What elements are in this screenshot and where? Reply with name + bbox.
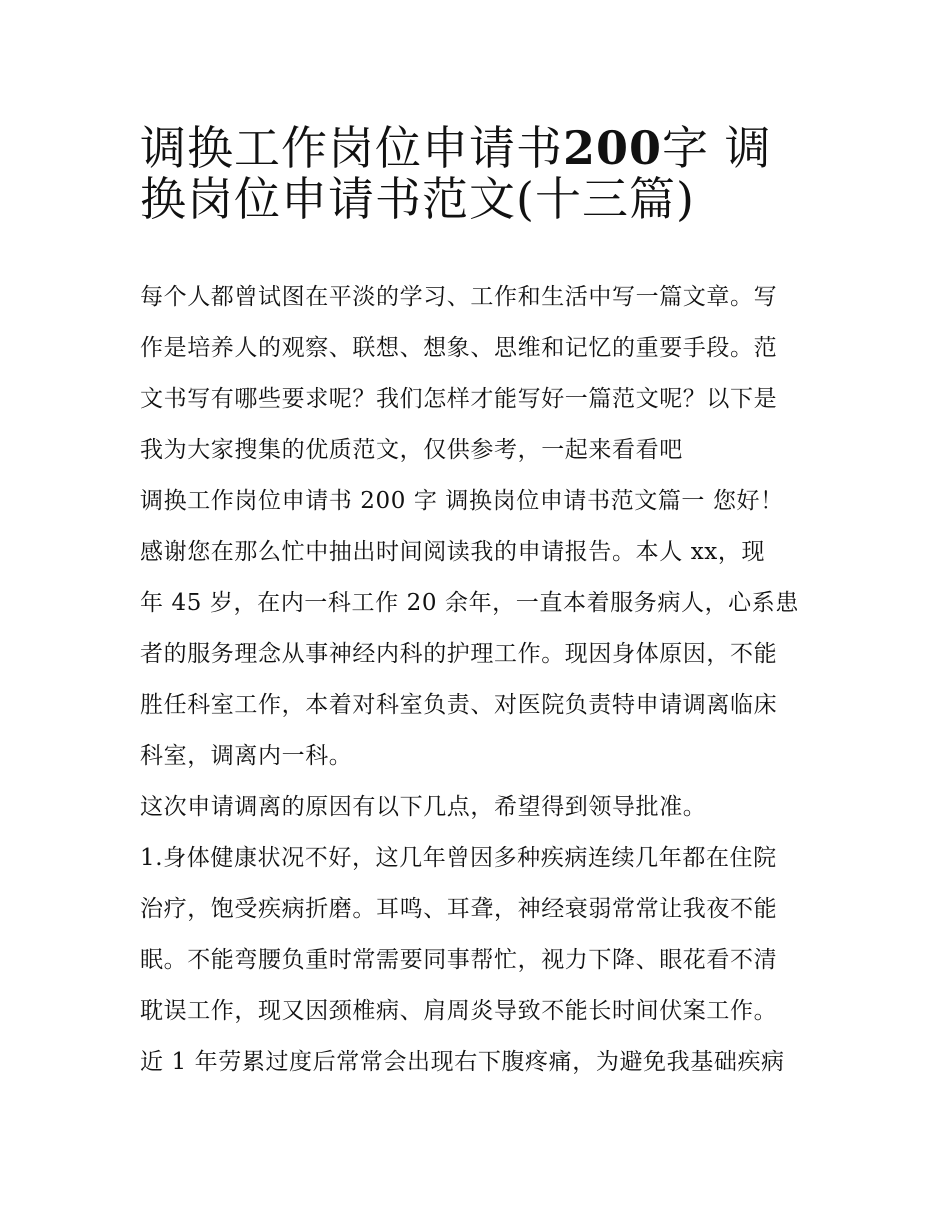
body-line: 治疗，饱受疾病折磨。耳鸣、耳聋，神经衰弱常常让我夜不能: [140, 896, 778, 922]
body-line: 每个人都曾试图在平淡的学习、工作和生活中写一篇文章。写: [140, 284, 778, 310]
body-line: 年 45 岁，在内一科工作 20 余年，一直本着服务病人，心系患: [140, 590, 799, 616]
body-line: 作是培养人的观察、联想、想象、思维和记忆的重要手段。范: [140, 335, 778, 361]
document-body: [140, 272, 820, 1088]
body-line: 者的服务理念从事神经内科的护理工作。现因身体原因，不能: [140, 641, 778, 667]
body-line: 我为大家搜集的优质范文，仅供参考，一起来看看吧: [140, 437, 683, 463]
body-line: 近 1 年劳累过度后常常会出现右下腹疼痛，为避免我基础疾病: [140, 1049, 785, 1075]
body-line: 感谢您在那么忙中抽出时间阅读我的申请报告。本人 xx，现: [140, 539, 766, 565]
body-line: 眠。不能弯腰负重时常需要同事帮忙，视力下降、眼花看不清: [140, 947, 778, 973]
body-line: 文书写有哪些要求呢？我们怎样才能写好一篇范文呢？以下是: [140, 386, 778, 412]
body-line: 科室，调离内一科。: [140, 743, 353, 769]
title-line-1: [140, 112, 820, 175]
body-line: 调换工作岗位申请书 200 字 调换岗位申请书范文篇一 您好！: [140, 488, 784, 514]
body-line: 这次申请调离的原因有以下几点，希望得到领导批准。: [140, 794, 707, 820]
title-text-1a: 调换工作岗位申请书: [140, 121, 563, 175]
body-line: 胜任科室工作，本着对科室负责、对医院负责特申请调离临床: [140, 692, 778, 718]
body-paragraph: [140, 272, 820, 1088]
body-line: 耽误工作，现又因颈椎病、肩周炎导致不能长时间伏案工作。: [140, 998, 778, 1024]
title-line-2: 换岗位申请书范文(十三篇): [140, 172, 695, 226]
body-line: 1.身体健康状况不好，这几年曾因多种疾病连续几年都在住院: [140, 845, 777, 871]
title-text-1b: 字 调: [662, 121, 772, 175]
title-number: 200: [563, 121, 663, 175]
document-title: [140, 112, 820, 226]
